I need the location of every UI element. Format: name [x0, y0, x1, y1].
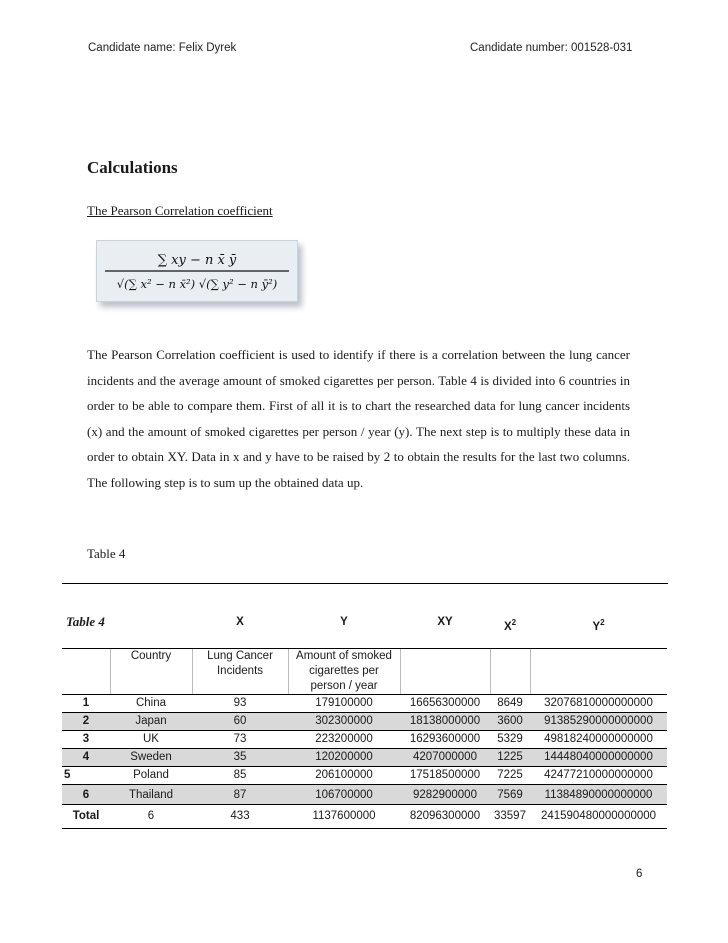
header-x: X [236, 616, 244, 628]
table-row: 1 China 93 179100000 16656300000 8649 32076810000000000 [62, 695, 667, 713]
table-title-row [62, 614, 667, 649]
col-cigarettes: Amount of smoked cigarettes per person / year [288, 649, 400, 695]
total-row: Total 6 433 1137600000 82096300000 33597 241590480000000000 [62, 805, 667, 829]
section-subheading: The Pearson Correlation coefficient [87, 203, 273, 218]
header-y: Y [340, 616, 348, 628]
table-row: 2 Japan 60 302300000 18138000000 3600 91385290000000000 [62, 713, 667, 731]
header-y2: $Y^2$ [592, 618, 605, 633]
section-heading: Calculations [87, 158, 178, 177]
body-paragraph: The Pearson Correlation coefficient is used to identify if there is a correlation between the lung cancer incidents and the average amount of smoked cigarettes per person. Table 4 is divided into 6 countries in order to be able to compare them. First of all it is to chart the researched data for lung cancer incidents (x) and the amount of smoked cigarettes per person / year (y). The next step is to multiply these data in order to obtain XY. Data in x and y have to be raised by 2 to obtain the results for the last two columns. The following step is to sum up the obtained data up. [87, 347, 630, 490]
col-lung-cancer: Lung Cancer Incidents [192, 649, 288, 695]
header-xy: XY [437, 616, 453, 628]
table-row: 3 UK 73 223200000 16293600000 5329 49818240000000000 [62, 731, 667, 749]
table-title: Table 4 [66, 614, 105, 629]
pearson-formula-image [96, 240, 298, 302]
candidate-name: Candidate name: Felix Dyrek [88, 42, 237, 54]
candidate-number: Candidate number: 001528-031 [470, 42, 633, 54]
table-row: 4 Sweden 35 120200000 4207000000 1225 14448040000000000 [62, 749, 667, 767]
page-number: 6 [636, 868, 643, 880]
col-country: Country [110, 649, 192, 695]
horizontal-rule [62, 583, 668, 584]
table-caption: Table 4 [87, 546, 126, 561]
column-header-row [62, 649, 667, 695]
data-table [62, 614, 667, 829]
formula-denominator: √(∑ x² − n x̄²) √(∑ y² − n ȳ²) [116, 277, 278, 291]
formula-numerator: ∑ xy − n x̄ ȳ [157, 253, 237, 268]
header-x2: $X^2$ [503, 618, 517, 633]
table-row: 5 Poland 85 206100000 17518500000 7225 42477210000000000 [62, 767, 667, 785]
table-row: 6 Thailand 87 106700000 9282900000 7569 11384890000000000 [62, 785, 667, 805]
